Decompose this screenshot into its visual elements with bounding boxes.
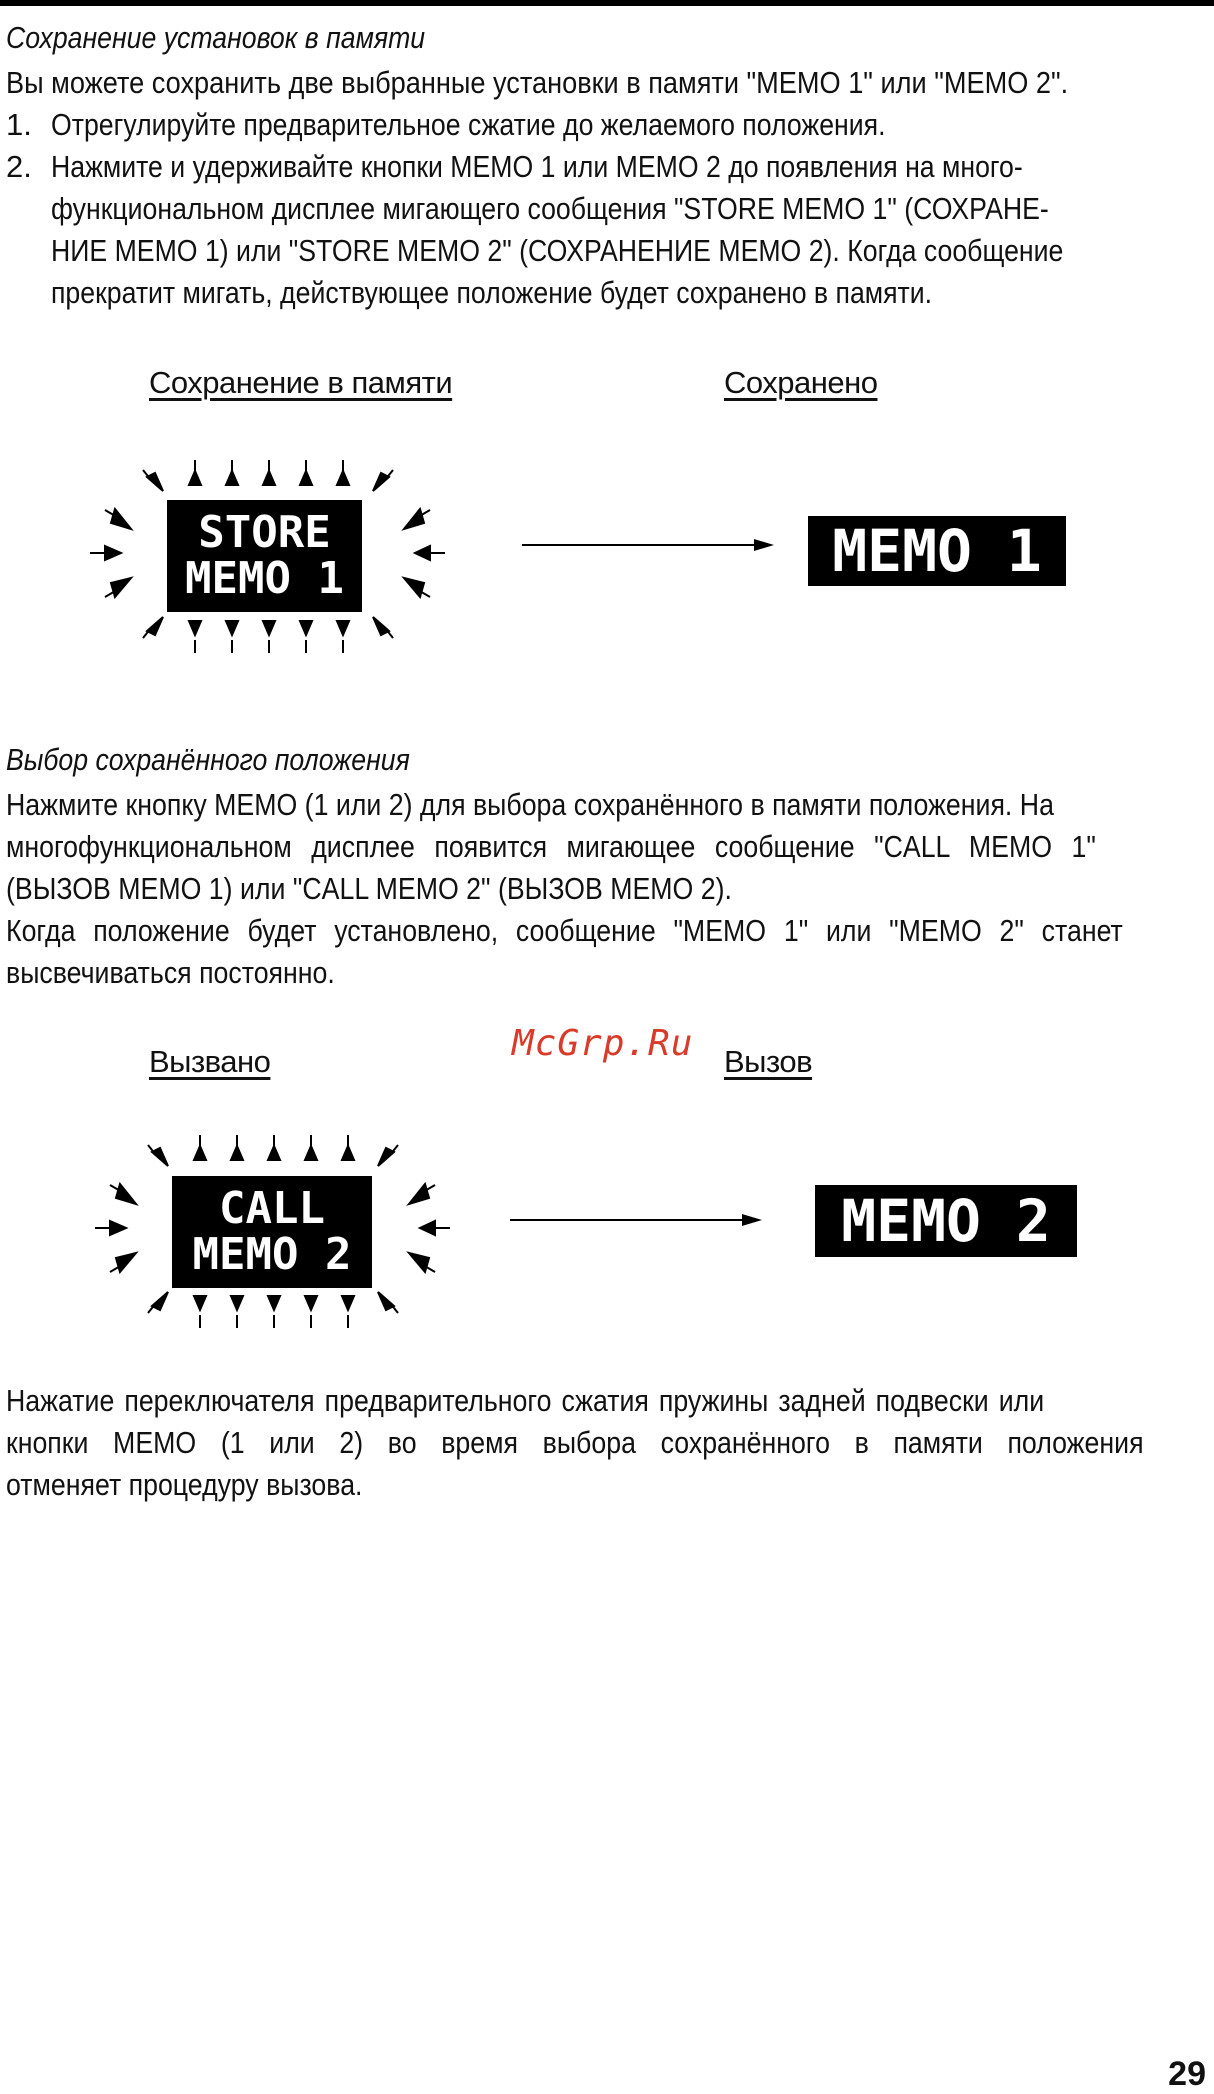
figure2-arrow [510, 1210, 770, 1230]
para-line: отменяет процедуру вызова. [6, 1467, 363, 1502]
para-line: высвечиваться постоянно. [6, 955, 335, 990]
section2-paragraph-1 [6, 784, 1208, 914]
para-line: Когда положение будет установлено, сообщение "MEMO 1" или "MEMO 2" станет [6, 913, 1123, 948]
lcd-call-memo-2 [172, 1176, 372, 1288]
list-line: функциональном дисплее мигающего сообщения "STORE MEMO 1" (СОХРАНЕ- [51, 191, 1049, 226]
list-line: НИЕ MEMO 1) или "STORE MEMO 2" (СОХРАНЕНИЕ MEMO 2). Когда сообщение [51, 233, 1064, 268]
figure1-label-left: Сохранение в памяти [149, 365, 453, 400]
lcd-store-memo-1 [167, 500, 362, 612]
top-rule [0, 0, 1214, 6]
lcd-steady-text: MEMO 2 [841, 1186, 1051, 1255]
figure2-label-right: Вызов [724, 1044, 813, 1079]
lcd-memo-1 [808, 516, 1066, 586]
lcd-steady-text: MEMO 1 [832, 516, 1042, 585]
list-line: прекратит мигать, действующее положение будет сохранено в памяти. [51, 275, 933, 310]
list-item-number: 1. [6, 107, 32, 142]
para-line: кнопки MEMO (1 или 2) во время выбора сохранённого в памяти положения [6, 1425, 1144, 1460]
list-line: Отрегулируйте предварительное сжатие до желаемого положения. [51, 107, 886, 142]
lcd-line-2: MEMO 1 [185, 553, 344, 604]
section2-heading: Выбор сохранённого положения [6, 742, 410, 777]
para-line: Нажатие переключателя предварительного сжатия пружины задней подвески или [6, 1383, 1045, 1418]
section1-intro-text: Вы можете сохранить две выбранные установки в памяти "MEMO 1" или "MEMO 2". [6, 65, 1069, 100]
section1-intro [6, 62, 1208, 104]
para-line: Нажмите кнопку MEMO (1 или 2) для выбора сохранённого в памяти положения. На [6, 787, 1054, 822]
figure1-label-right: Сохранено [724, 365, 878, 400]
figure2-label-left: Вызвано [149, 1044, 271, 1079]
closing-paragraph [6, 1380, 1208, 1510]
lcd-line-1: CALL [219, 1182, 325, 1234]
page-number: 29 [1168, 2055, 1206, 2093]
section1-heading: Сохранение установок в памяти [6, 20, 426, 55]
para-line: (ВЫЗОВ MEMO 1) или "CALL MEMO 2" (ВЫЗОВ MEMO 2). [6, 871, 732, 906]
lcd-line-2: MEMO 2 [192, 1229, 352, 1280]
list-line: Нажмите и удерживайте кнопки MEMO 1 или MEMO 2 до появления на много- [51, 149, 1023, 184]
figure1-arrow [522, 535, 782, 555]
watermark: McGrp.Ru [512, 1023, 694, 1064]
lcd-line-1: STORE [198, 506, 331, 558]
lcd-memo-2 [815, 1185, 1077, 1257]
section2-paragraph-2 [6, 910, 1208, 1000]
list-item-text [51, 104, 1208, 146]
para-line: многофункциональном дисплее появится мигающее сообщение "CALL MEMO 1" [6, 829, 1096, 864]
list-item-number: 2. [6, 149, 32, 184]
